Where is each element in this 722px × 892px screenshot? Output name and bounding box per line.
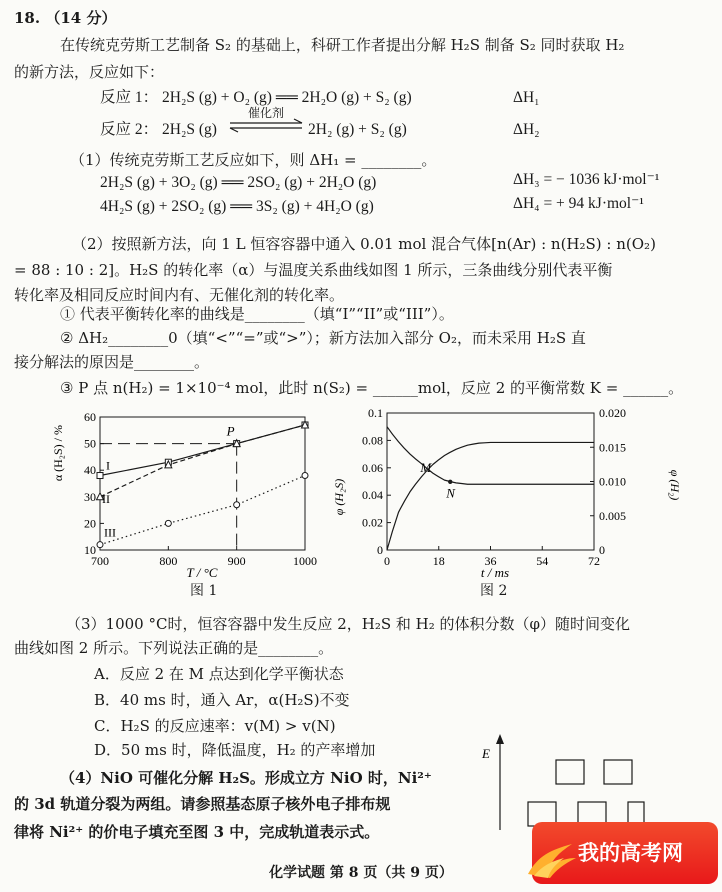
fig1-point-III	[97, 542, 103, 548]
option-c: C．H₂S 的反应速率：v(M) > v(N)	[94, 717, 336, 735]
intro-line-2: 的新方法，反应如下：	[14, 63, 165, 81]
reaction-1-equation: 2H₂S (g) + O₂ (g) ══ 2H₂O (g) + S₂ (g)	[162, 89, 412, 106]
part2-q2-line-1: ② ΔH₂________0（填“<”“=”或“>”）；新方法加入部分 O₂，而未采用 H₂S 直	[60, 329, 586, 347]
question-header	[14, 8, 116, 28]
fig2-ytick-right-label: 0.005	[599, 508, 626, 523]
figure-2-chart	[332, 405, 682, 595]
reaction-1-dh: ΔH₁	[513, 89, 540, 106]
fig1-ytick-label: 30	[84, 489, 96, 504]
reaction-2-label: 反应 2：	[100, 121, 159, 138]
fig2-ylabel-right: φ (H₂)	[668, 469, 682, 501]
eg-orbital-box-2[interactable]	[604, 760, 632, 784]
page-footer: 化学试题 第 8 页（共 9 页）	[269, 865, 453, 881]
question-score: （14 分）	[45, 9, 117, 27]
equilibrium-arrow-icon	[226, 118, 306, 134]
fig2-ytick-right-label: 0.020	[599, 406, 626, 420]
fig1-ticks	[84, 410, 317, 568]
fig2-ytick-left-label: 0.04	[362, 488, 383, 503]
figure-1-chart	[40, 405, 330, 595]
part1-dh4: ΔH₄ = + 94 kJ·mol⁻¹	[513, 195, 644, 212]
eg-orbital-box-1[interactable]	[556, 760, 584, 784]
fig2-ytick-left-label: 0.08	[362, 433, 383, 448]
part1-dh3: ΔH₃ = − 1036 kJ·mol⁻¹	[513, 171, 660, 188]
fig2-caption: 图 2	[480, 583, 508, 599]
fig1-series	[97, 421, 309, 548]
watermark-flame-icon	[520, 826, 580, 882]
fig2-xtick-label: 36	[484, 554, 497, 568]
fig1-point-III	[302, 473, 308, 479]
part2-q1: ① 代表平衡转化率的曲线是________（填“I”“II”或“III”）。	[60, 305, 454, 323]
reaction-2-dh: ΔH₂	[513, 121, 540, 138]
fig1-caption: 图 1	[190, 583, 218, 599]
fig1-point-I	[97, 473, 103, 479]
fig2-label-M: M	[420, 459, 432, 475]
fig1-label-P: P	[226, 423, 235, 439]
part1-eq4: 4H₂S (g) + 2SO₂ (g) ══ 3S₂ (g) + 4H₂O (g)	[100, 198, 374, 215]
part2-line-1: （2）按照新方法，向 1 L 恒容容器中通入 0.01 mol 混合气体[n(Ar) : n(H₂S) : n(O₂)	[72, 235, 656, 253]
energy-label: E	[482, 746, 490, 761]
fig2-xtick-label: 0	[384, 554, 390, 568]
energy-arrow-icon	[496, 734, 504, 744]
fig2-ticks	[362, 406, 626, 568]
fig1-ytick-label: 60	[84, 410, 96, 424]
part2-q3: ③ P 点 n(H₂) = 1×10⁻⁴ mol，此时 n(S₂) = ______mol，反应 2 的平衡常数 K = ______。	[60, 379, 684, 397]
fig1-series-line-III	[100, 476, 305, 545]
fig1-xtick-label: 800	[159, 554, 178, 568]
fig1-ytick-label: 20	[84, 516, 96, 531]
fig1-point-III	[165, 520, 171, 526]
option-a: A．反应 2 在 M 点达到化学平衡状态	[94, 665, 344, 683]
option-d: D．50 ms 时，降低温度，H₂ 的产率增加	[94, 741, 376, 759]
fig1-ytick-label: 10	[84, 543, 96, 557]
fig2-ytick-left-label: 0	[377, 543, 383, 557]
fig1-frame	[100, 417, 305, 550]
part1-text: （1）传统克劳斯工艺反应如下，则 ΔH₁ = ________。	[70, 151, 437, 169]
part2-line-2: = 88 : 10 : 2]。H₂S 的转化率（α）与温度关系曲线如图 1 所示，三条曲线分别代表平衡	[14, 261, 613, 279]
fig1-xtick-label: 700	[91, 554, 109, 568]
fig2-series-line-H₂	[387, 442, 594, 550]
part1-eq3: 2H₂S (g) + 3O₂ (g) ══ 2SO₂ (g) + 2H₂O (g)	[100, 174, 377, 191]
fig2-point-N	[448, 480, 452, 484]
fig1-ylabel: α (H₂S) / %	[51, 425, 65, 482]
fig1-xtick-label: 900	[227, 554, 246, 568]
reaction-2-right: 2H₂ (g) + S₂ (g)	[308, 121, 407, 138]
fig2-ytick-left-label: 0.06	[362, 460, 383, 475]
fig1-label-III: III	[104, 525, 116, 540]
part4-line-3: 律将 Ni²⁺ 的价电子填充至图 3 中，完成轨道表示式。	[14, 823, 380, 841]
watermark-text: 我的高考网	[578, 841, 683, 865]
question-number: 18.	[14, 9, 41, 27]
fig1-xtick-label: 1000	[293, 554, 317, 568]
part3-line-2: 曲线如图 2 所示。下列说法正确的是________。	[14, 639, 334, 657]
part4-line-2: 的 3d 轨道分裂为两组。请参照基态原子核外电子排布规	[14, 795, 391, 813]
fig2-ytick-right-label: 0	[599, 543, 605, 557]
fig2-ytick-left-label: 0.1	[368, 406, 383, 420]
intro-line-1: 在传统克劳斯工艺制备 S₂ 的基础上，科研工作者提出分解 H₂S 制备 S₂ 同时获取 H₂	[60, 36, 625, 54]
fig2-ytick-left-label: 0.02	[362, 515, 383, 530]
fig1-series-line-I	[100, 425, 305, 476]
fig2-xlabel: t / ms	[480, 565, 510, 580]
reaction-1-label: 反应 1：	[100, 89, 159, 106]
option-b: B．40 ms 时，通入 Ar，α(H₂S)不变	[94, 691, 350, 709]
fig2-series-line-H₂S	[387, 427, 594, 485]
catalyst-label: 催化剂	[247, 106, 284, 120]
orbital-diagram	[478, 732, 648, 832]
part3-line-1: （3）1000 °C时，恒容容器中发生反应 2，H₂S 和 H₂ 的体积分数（φ）随时间变化	[66, 615, 631, 633]
fig1-point-III	[234, 502, 240, 508]
part4-line-1: （4）NiO 可催化分解 H₂S。形成立方 NiO 时，Ni²⁺	[60, 769, 432, 787]
fig2-ytick-right-label: 0.010	[599, 474, 626, 489]
fig1-label-II: II	[102, 491, 110, 506]
fig1-label-I: I	[106, 458, 110, 473]
fig2-ytick-right-label: 0.015	[599, 440, 626, 455]
fig2-xtick-label: 72	[588, 554, 600, 568]
fig2-ylabel-left: φ (H₂S)	[332, 478, 346, 516]
fig2-xtick-label: 54	[536, 554, 549, 568]
fig2-series	[387, 427, 594, 550]
part2-line-3: 转化率及相同反应时间内有、无催化剂的转化率。	[14, 286, 345, 304]
part2-q2-line-2: 接分解法的原因是________。	[14, 353, 210, 371]
fig1-series-line-II	[100, 425, 305, 497]
fig2-label-N: N	[446, 485, 455, 501]
fig2-xtick-label: 18	[432, 554, 445, 568]
fig1-ytick-label: 50	[84, 436, 96, 451]
reaction-2-left: 2H₂S (g)	[162, 121, 217, 138]
fig1-ytick-label: 40	[84, 463, 96, 478]
reaction-2	[100, 120, 217, 140]
fig1-xlabel: T / °C	[186, 565, 218, 580]
